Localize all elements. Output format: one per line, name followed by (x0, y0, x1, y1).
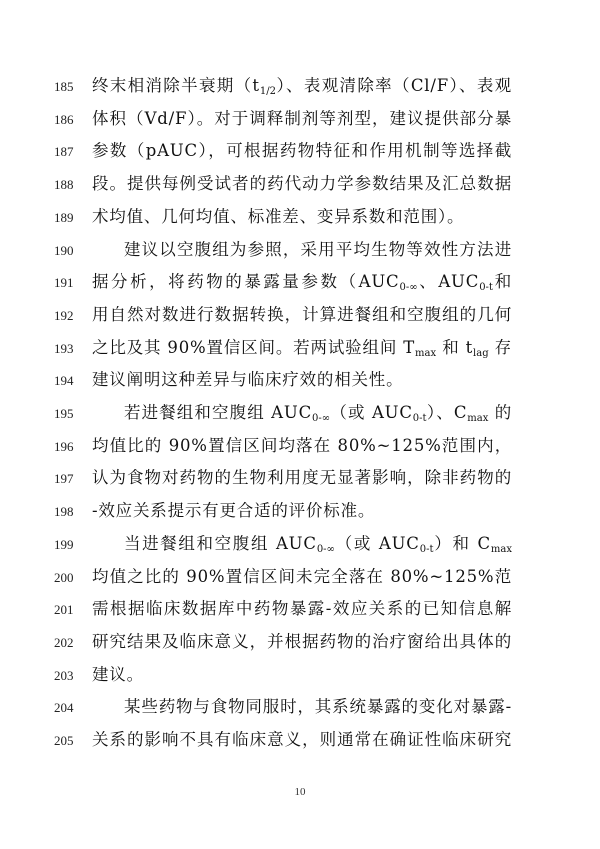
text-line (0, 628, 600, 658)
line-text (92, 107, 512, 131)
line-text (92, 205, 512, 229)
line-number: 187 (54, 144, 74, 160)
line-number: 193 (54, 340, 74, 356)
text-segment: 建议。 (92, 664, 144, 684)
line-number: 186 (54, 111, 74, 127)
text-segment: 关系的影响不具有临床意义，则通常在确证性临床研究 (92, 730, 512, 749)
text-segment: 和 t (436, 337, 474, 357)
text-segment: 段。提供每例受试者的药代动力学参数结果及汇总数据 (92, 174, 512, 194)
text-line (0, 563, 600, 593)
text-segment: 术均值、几何均值、标准差、变异系数和范围）。 (92, 206, 465, 226)
line-text (92, 630, 512, 654)
line-text (92, 728, 512, 752)
line-text (124, 695, 512, 719)
line-text (124, 532, 512, 556)
line-text (92, 434, 512, 458)
line-number: 194 (54, 373, 74, 389)
text-line (0, 170, 600, 200)
text-line (0, 595, 600, 625)
line-text (92, 499, 512, 523)
text-segment: 某些药物与食物同服时，其系统暴露的变化对暴露- (124, 697, 512, 717)
text-segment: 存 (494, 337, 512, 357)
text-segment: 终末相消除半衰期（t (92, 76, 260, 95)
text-segment: 认为食物对药物的生物利用度无显著影响，除非药物的 (92, 468, 512, 488)
text-segment: 研究结果及临床意义，并根据药物的治疗窗给出具体的 (92, 631, 512, 651)
line-number: 197 (54, 471, 74, 487)
subscript: max (415, 347, 437, 359)
line-text (92, 74, 512, 98)
text-segment: 建议以空腹组为参照，采用平均生物等效性方法进 (124, 239, 512, 259)
text-line (0, 661, 600, 691)
text-line (0, 203, 600, 233)
line-number: 200 (54, 569, 74, 585)
text-line (0, 137, 600, 167)
text-line (0, 236, 600, 266)
text-segment: 体积（Vd/F）。对于调释制剂等剂型，建议提供部分暴 (92, 108, 512, 128)
text-segment: ）、C (426, 403, 468, 422)
subscript: 0-∞ (316, 543, 335, 555)
line-number: 188 (54, 177, 74, 193)
line-number: 205 (54, 733, 74, 748)
text-segment: ）和 C (433, 533, 491, 553)
line-number: 199 (54, 536, 74, 552)
text-segment: 均值比的 90%置信区间均落在 80%~125%范围内， (92, 435, 512, 455)
text-line (0, 464, 600, 494)
line-text (124, 401, 512, 425)
text-segment: 需根据临床数据库中药物暴露-效应关系的已知信息解 (92, 599, 512, 619)
line-text (124, 238, 512, 262)
subscript: 0-t (412, 413, 427, 424)
page-number: 10 (294, 786, 306, 798)
line-number: 185 (54, 79, 74, 94)
line-text (92, 139, 512, 163)
text-line (0, 693, 600, 723)
text-segment: 之比及其 90%置信区间。若两试验组间 T (92, 337, 416, 357)
text-segment: （或 AUC (330, 403, 413, 422)
text-line (0, 105, 600, 135)
line-number: 189 (54, 209, 74, 225)
text-segment: 和 (492, 272, 512, 292)
line-text (92, 466, 512, 490)
text-line (0, 432, 600, 462)
line-number: 192 (54, 307, 74, 323)
line-text (92, 303, 512, 327)
text-segment: ）、表观清除率（Cl/F）、表观 (275, 76, 512, 95)
line-number: 203 (54, 667, 74, 683)
text-line (0, 726, 600, 756)
line-number: 196 (54, 438, 74, 454)
line-number: 198 (54, 504, 74, 520)
line-number: 190 (54, 242, 74, 258)
text-line (0, 530, 600, 560)
line-number: 201 (54, 602, 74, 618)
subscript: 0-∞ (399, 282, 418, 294)
subscript: 0-t (419, 543, 434, 555)
line-text (92, 172, 512, 196)
line-number: 204 (54, 700, 74, 716)
line-text (92, 368, 512, 392)
text-line (0, 334, 600, 364)
text-segment: 参数（pAUC），可根据药物特征和作用机制等选择截 (92, 141, 512, 161)
text-line (0, 72, 600, 102)
text-line (0, 301, 600, 331)
text-line (0, 366, 600, 396)
text-line (0, 497, 600, 527)
text-segment: 、AUC (417, 272, 480, 292)
text-segment: （或 AUC (334, 533, 420, 553)
text-segment: 用自然对数进行数据转换，计算进餐组和空腹组的几何 (92, 304, 512, 324)
text-line (0, 268, 600, 298)
text-line (0, 399, 600, 429)
subscript: max (490, 543, 512, 555)
subscript: 0-∞ (312, 413, 331, 424)
text-segment: 若进餐组和空腹组 AUC (124, 403, 313, 422)
line-text (92, 270, 512, 294)
subscript: lag (473, 347, 489, 359)
text-segment: 的 (494, 403, 512, 422)
subscript: 1/2 (259, 86, 276, 97)
line-text (92, 336, 512, 360)
text-segment: -效应关系提示有更合适的评价标准。 (92, 501, 376, 521)
line-text (92, 597, 512, 621)
text-segment: 均值之比的 90%置信区间未完全落在 80%~125%范 (92, 566, 512, 586)
line-number: 191 (54, 275, 74, 291)
text-segment: 当进餐组和空腹组 AUC (124, 533, 317, 553)
subscript: 0-t (479, 282, 493, 294)
line-text (92, 565, 512, 589)
subscript: max (467, 413, 489, 424)
line-number: 202 (54, 634, 74, 650)
line-text (92, 663, 512, 687)
text-segment: 据分析，将药物的暴露量参数（AUC (92, 272, 400, 292)
text-segment: 建议阐明这种差异与临床疗效的相关性。 (92, 370, 404, 390)
line-number: 195 (54, 406, 74, 421)
